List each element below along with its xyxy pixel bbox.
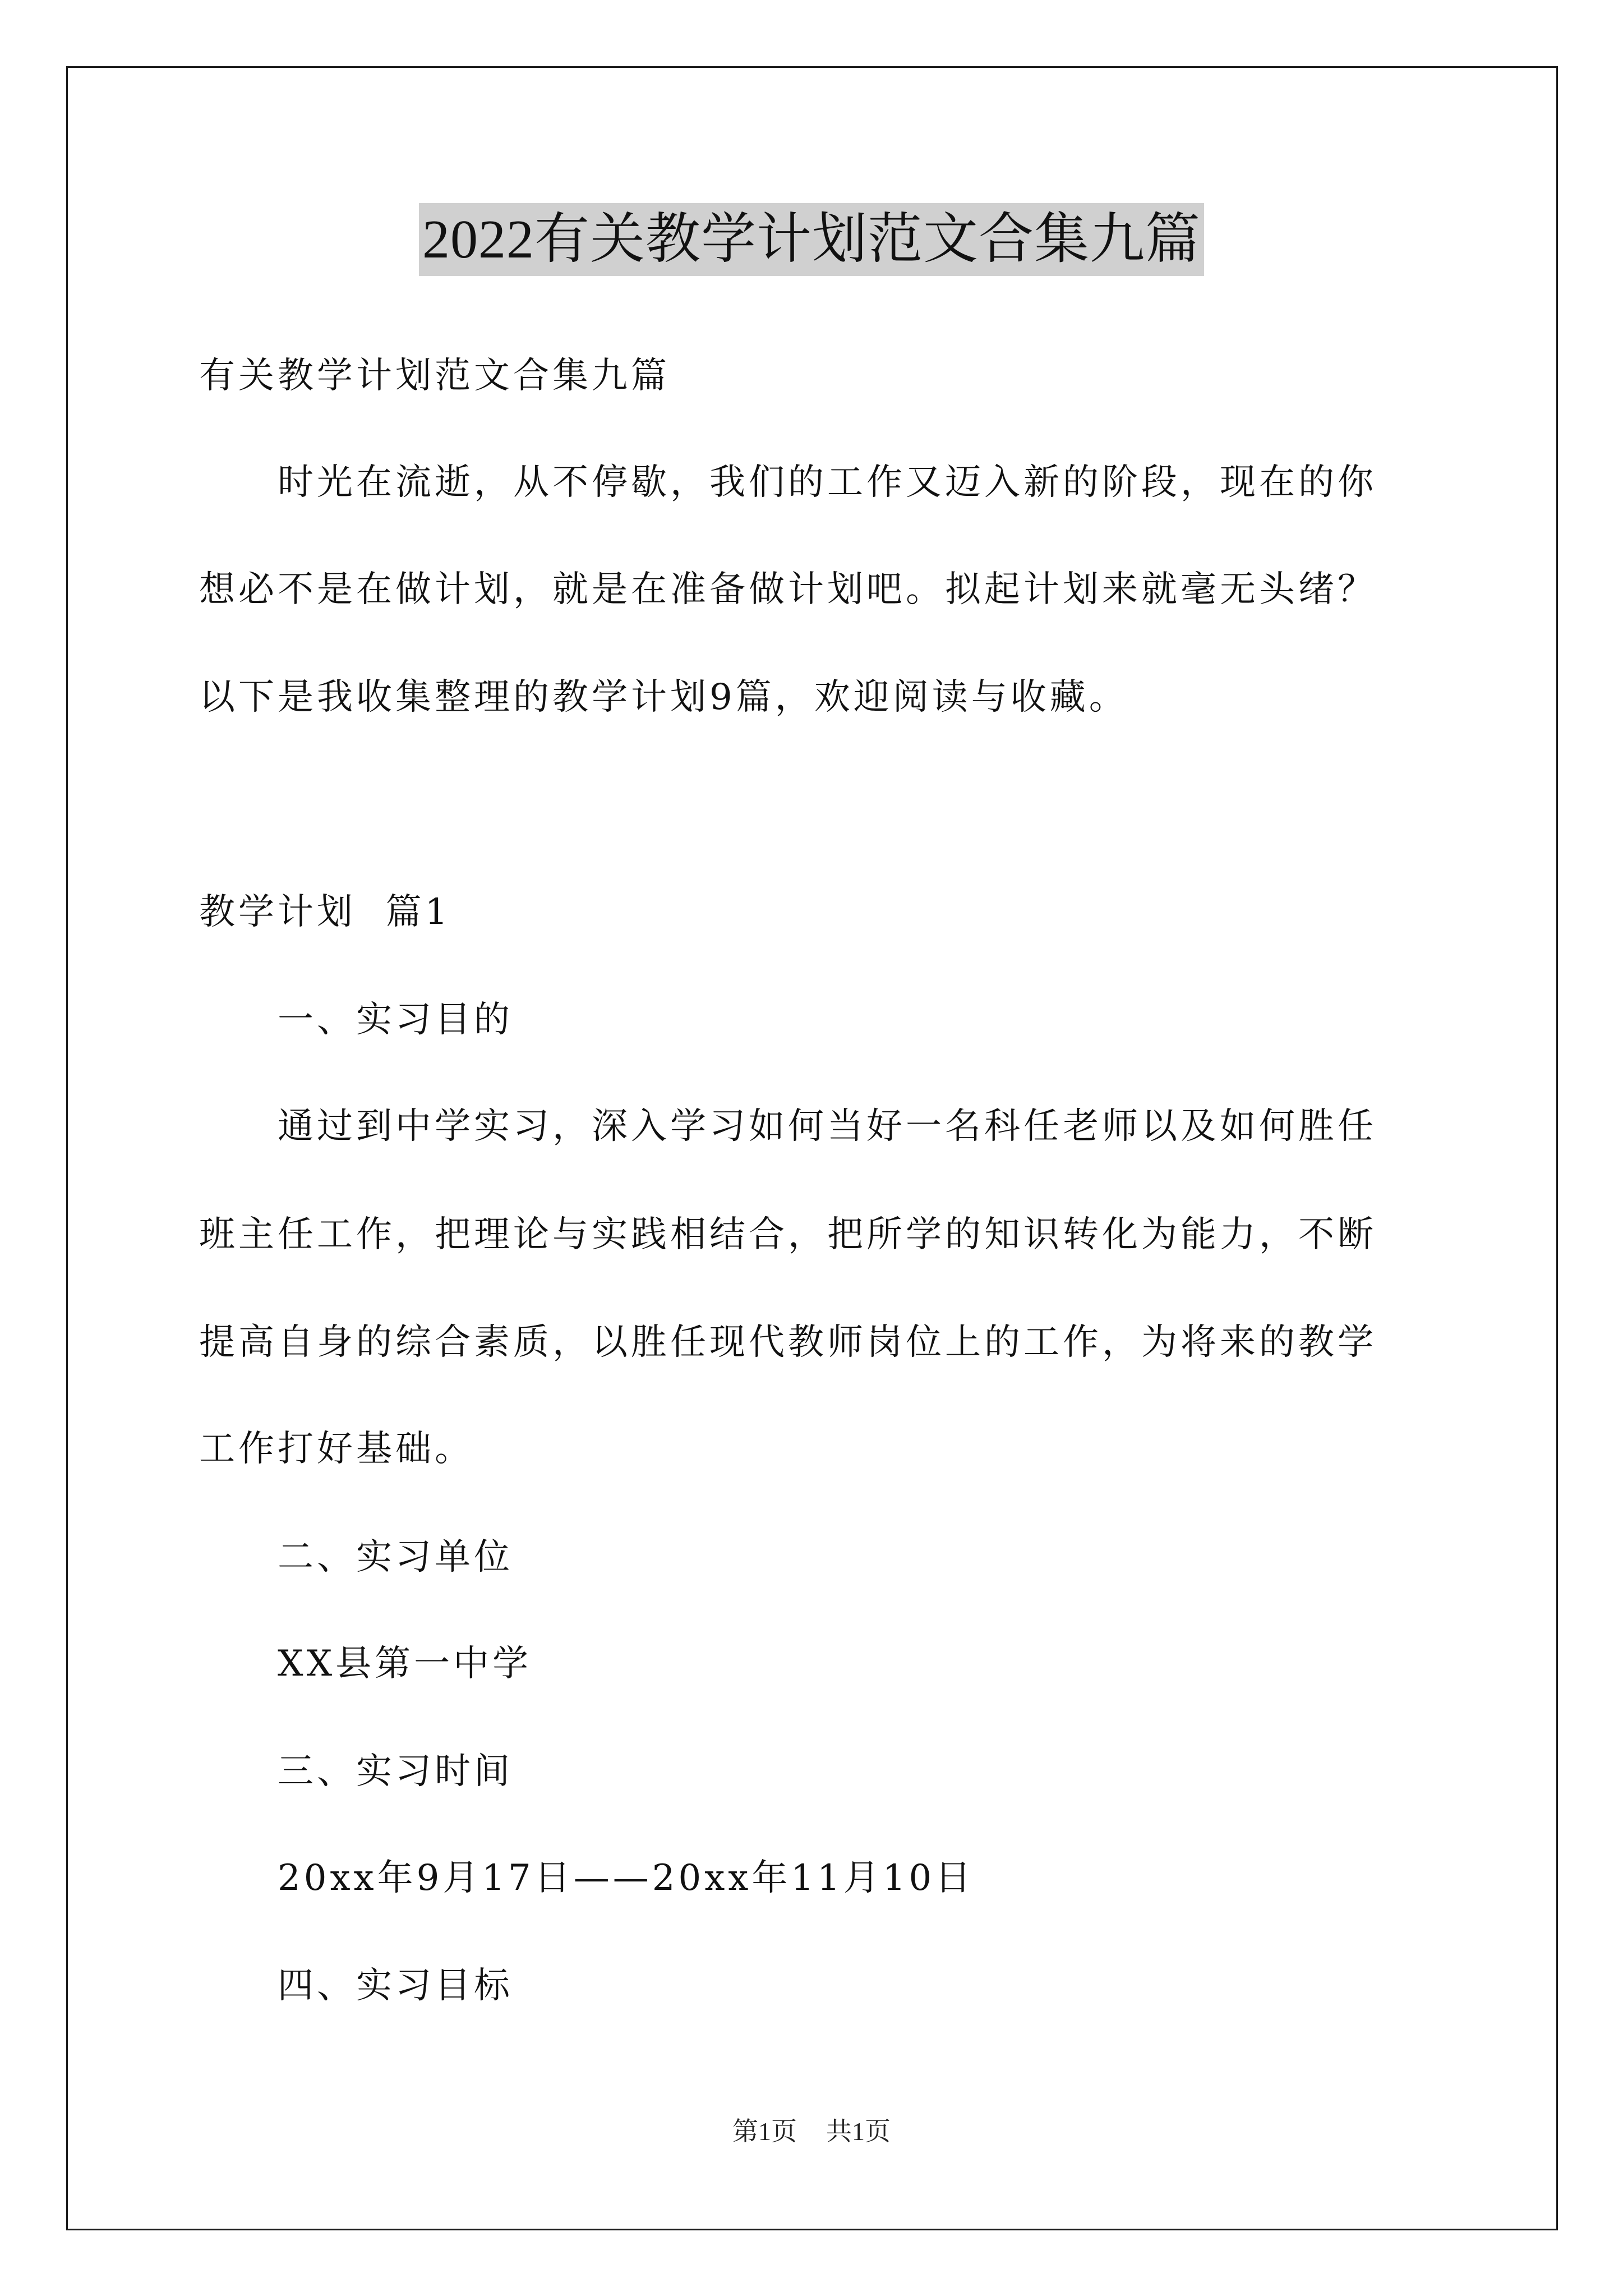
intro-line-1: 时光在流逝，从不停歇，我们的工作又迈入新的阶段，现在的你 [278,462,1377,503]
intro-line-2: 想必不是在做计划，就是在准备做计划吧。拟起计划来就毫无头绪？ [199,569,1377,610]
s1-line-1: 通过到中学实习，深入学习如何当好一名科任老师以及如何胜任 [278,1106,1377,1147]
document-subtitle: 有关教学计划范文合集九篇 [199,355,670,397]
s3-text: 20xx年9月17日——20xx年11月10日 [278,1857,975,1899]
s1-line-3: 提高自身的综合素质，以胜任现代教师岗位上的工作，为将来的教学 [199,1322,1377,1363]
s4-heading: 四、实习目标 [278,1965,513,2007]
page-total: 共1页 [826,2117,891,2146]
s1-heading: 一、实习目的 [278,999,513,1041]
s2-heading: 二、实习单位 [278,1536,513,1578]
page-footer [0,2115,1623,2148]
section-heading: 教学计划 篇1 [199,891,451,933]
page-number: 第1页 [732,2117,797,2146]
s3-heading: 三、实习时间 [278,1751,513,1792]
s1-line-2: 班主任工作，把理论与实践相结合，把所学的知识转化为能力，不断 [199,1214,1377,1255]
s1-line-4: 工作打好基础。 [199,1428,474,1470]
title-container [0,203,1623,276]
intro-line-3: 以下是我收集整理的教学计划9篇，欢迎阅读与收藏。 [199,677,1128,718]
document-title: 2022有关教学计划范文合集九篇 [419,203,1204,276]
s2-text: XX县第一中学 [278,1643,532,1685]
